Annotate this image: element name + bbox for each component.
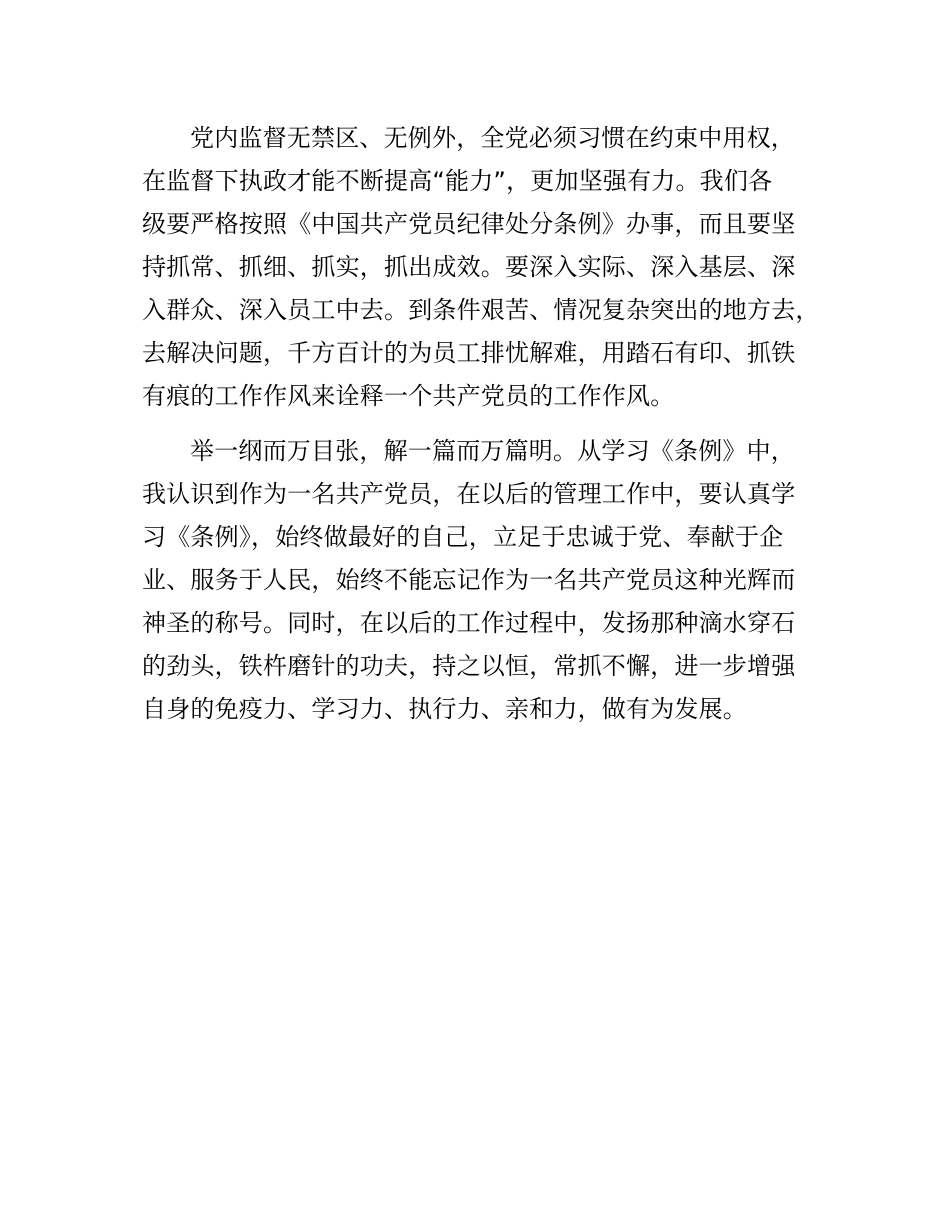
paragraph-line: 习《条例》，始终做最好的自己，立足于忠诚于党、奉献于企: [142, 523, 784, 551]
paragraph-line: 有痕的工作作风来诠释一个共产党员的工作作风。: [142, 382, 675, 410]
paragraph-1: [142, 117, 842, 418]
paragraph-line: 我认识到作为一名共产党员，在以后的管理工作中，要认真学: [142, 480, 796, 508]
paragraph-line: 入群众、深入员工中去。到条件艰苦、情况复杂突出的地方去，: [142, 296, 820, 324]
paragraph-line: 神圣的称号。同时，在以后的工作过程中，发扬那种滴水穿石: [142, 609, 796, 637]
paragraph-line: 在监督下执政才能不断提高“能力”，更加坚强有力。我们各: [142, 167, 773, 195]
paragraph-line: 党内监督无禁区、无例外，全党必须习惯在约束中用权，: [190, 124, 795, 152]
paragraph-2: [142, 430, 842, 731]
paragraph-line: 举一纲而万目张，解一篇而万篇明。从学习《条例》中，: [190, 437, 795, 465]
paragraph-line: 去解决问题，千方百计的为员工排忧解难，用踏石有印、抓铁: [142, 339, 796, 367]
paragraph-line: 持抓常、抓细、抓实，抓出成效。要深入实际、深入基层、深: [142, 253, 796, 281]
paragraph-line: 自身的免疫力、学习力、执行力、亲和力，做有为发展。: [142, 695, 747, 723]
paragraph-line: 业、服务于人民，始终不能忘记作为一名共产党员这种光辉而: [142, 566, 796, 594]
paragraph-line: 级要严格按照《中国共产党员纪律处分条例》办事，而且要坚: [142, 210, 796, 238]
paragraph-line: 的劲头，铁杵磨针的功夫，持之以恒，常抓不懈，进一步增强: [142, 652, 796, 680]
